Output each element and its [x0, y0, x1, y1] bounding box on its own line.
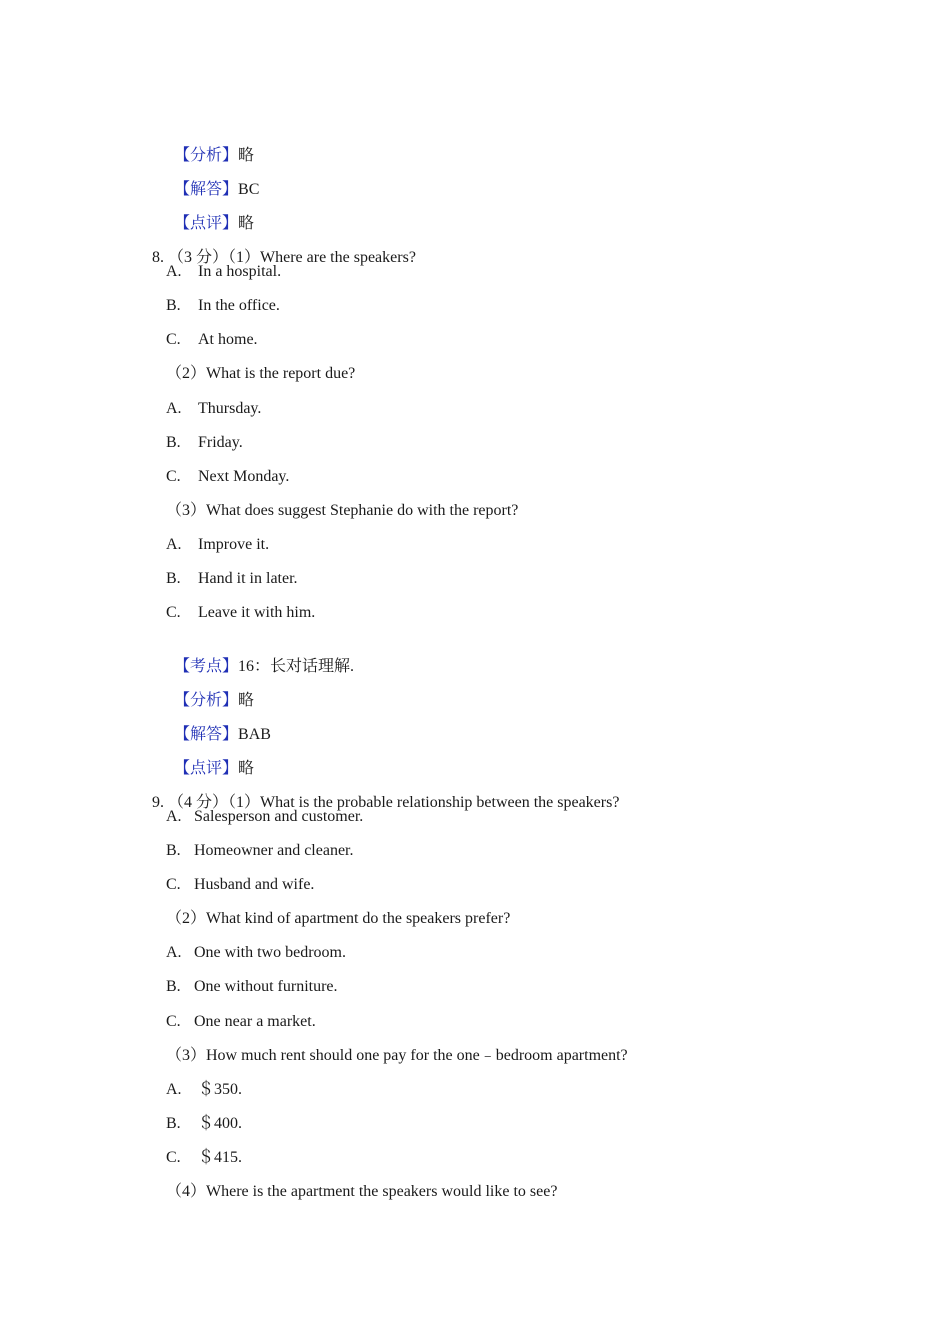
option-text: Salesperson and customer. [194, 808, 364, 825]
comment-text: 略 [238, 215, 255, 232]
option-letter: B. [166, 1115, 181, 1132]
option-letter: B. [166, 434, 181, 451]
option-letter: C. [166, 1149, 181, 1166]
option-letter: C. [166, 876, 181, 893]
option-letter: C. [166, 1013, 181, 1030]
question-9-sub1-stem: （1）What is the probable relationship between the speakers? [228, 794, 620, 811]
option-text: ＄415. [198, 1149, 243, 1166]
comment-label: 【点评】 [174, 215, 239, 232]
option-text: Husband and wife. [194, 876, 315, 893]
option-row [166, 296, 280, 316]
option-letter: A. [166, 536, 182, 553]
option-letter: C. [166, 331, 181, 348]
question-9-sub3-stem: （3）How much rent should one pay for the one﹣bedroom apartment? [166, 1047, 628, 1064]
question-points: （4 分） [168, 794, 229, 811]
option-text: Leave it with him. [198, 604, 316, 621]
option-letter: B. [166, 297, 181, 314]
option-text: Friday. [198, 434, 243, 451]
option-text: In the office. [198, 297, 280, 314]
option-text: In a hospital. [198, 263, 282, 280]
question-8-sub2-stem: （2）What is the report due? [166, 365, 356, 382]
option-row [166, 807, 363, 827]
analysis-text: 略 [238, 147, 255, 164]
option-text: Next Monday. [198, 468, 290, 485]
option-text: One without furniture. [194, 978, 338, 995]
question-number: 8. [152, 249, 164, 266]
option-text: Thursday. [198, 400, 262, 417]
option-text: ＄350. [198, 1081, 243, 1098]
option-row [166, 399, 261, 419]
option-letter: B. [166, 842, 181, 859]
question-9-sub4-stem: （4）Where is the apartment the speakers would like to see? [166, 1183, 558, 1200]
option-row [166, 875, 314, 895]
option-text: One near a market. [194, 1013, 316, 1030]
analysis-label: 【分析】 [174, 692, 239, 709]
analysis-label: 【分析】 [174, 147, 239, 164]
comment-text: 略 [238, 760, 255, 777]
option-row [166, 977, 338, 997]
option-letter: A. [166, 1081, 182, 1098]
option-row [166, 603, 315, 623]
question-number: 9. [152, 794, 164, 811]
option-text: ＄400. [198, 1115, 243, 1132]
option-text: One with two bedroom. [194, 944, 346, 961]
option-letter: A. [166, 400, 182, 417]
option-row [166, 1080, 242, 1100]
answer-text: BC [238, 181, 260, 198]
option-letter: B. [166, 978, 181, 995]
option-row [166, 1012, 316, 1032]
option-text: Hand it in later. [198, 570, 298, 587]
answer-label: 【解答】 [174, 726, 239, 743]
question-9-sub2-stem: （2）What kind of apartment do the speakers prefer? [166, 910, 511, 927]
question-8-sub1-stem: （1）Where are the speakers? [228, 249, 416, 266]
option-row [166, 943, 346, 963]
option-letter: C. [166, 468, 181, 485]
option-row [166, 535, 269, 555]
question-points: （3 分） [168, 249, 229, 266]
question-8-sub3-stem: （3）What does suggest Stephanie do with the report? [166, 502, 519, 519]
option-letter: C. [166, 604, 181, 621]
option-text: At home. [198, 331, 258, 348]
answer-text: BAB [238, 726, 271, 743]
exam-point-text: 16：长对话理解. [238, 658, 355, 675]
comment-label: 【点评】 [174, 760, 239, 777]
answer-label: 【解答】 [174, 181, 239, 198]
option-text: Improve it. [198, 536, 270, 553]
option-row [166, 841, 353, 861]
option-row [166, 467, 289, 487]
exam-point-label: 【考点】 [174, 658, 239, 675]
option-row [166, 262, 281, 282]
option-row [166, 569, 298, 589]
option-letter: A. [166, 944, 182, 961]
option-letter: B. [166, 570, 181, 587]
option-row [166, 1148, 242, 1168]
option-row [166, 433, 243, 453]
option-row [166, 330, 258, 350]
option-row [166, 1114, 242, 1134]
analysis-text: 略 [238, 692, 255, 709]
option-letter: A. [166, 808, 182, 825]
option-letter: A. [166, 263, 182, 280]
option-text: Homeowner and cleaner. [194, 842, 354, 859]
